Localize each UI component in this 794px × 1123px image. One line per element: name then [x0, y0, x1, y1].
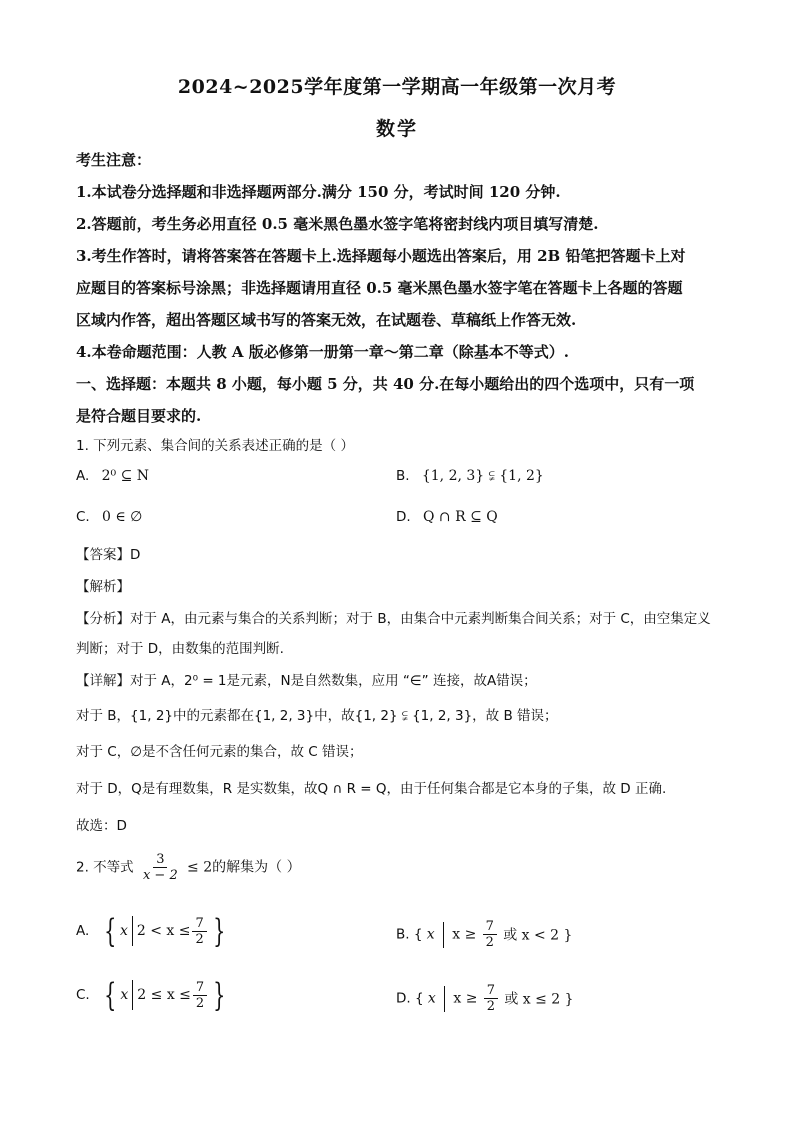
set-condition-post: 或 x < 2 } — [503, 927, 573, 944]
set-fraction — [484, 983, 498, 1014]
answer-tag: 【答案】 — [76, 547, 130, 563]
q1-xiangjie-line-3: 对于 C，∅是不含任何元素的集合，故 C 错误； — [76, 744, 363, 760]
q1-fenxi-line-2: 判断；对于 D，由数集的范围判断. — [76, 641, 284, 657]
set-builder — [100, 976, 230, 1014]
option-math: 0 ∈ ∅ — [102, 509, 143, 525]
q1-xiangjie-line-4: 对于 D，Q是有理数集，R 是实数集，故Q ∩ R = Q，由于任何集合都是它本身的子集，故 D 正确. — [76, 781, 667, 797]
notice-item-2: 2.答题前，考生务必用直径 0.5 毫米黑色墨水签字笔将密封线内项目填写清楚. — [76, 215, 599, 233]
q1-option-c — [76, 509, 142, 525]
question-2-stem — [76, 852, 301, 883]
q1-xiangjie-line-2: 对于 B，{1, 2}中的元素都在{1, 2, 3}中，故{1, 2} ⫋ {1, 2, 3}，故 B 错误； — [76, 708, 558, 724]
set-bar — [132, 980, 133, 1010]
notice-item-3-cont-2: 区域内作答，超出答题区域书写的答案无效，在试题卷、草稿纸上作答无效. — [76, 311, 577, 329]
question-1-stem: 1. 下列元素、集合间的关系表述正确的是（ ） — [76, 438, 354, 454]
option-label: A. — [76, 923, 90, 939]
right-brace: } — [213, 976, 226, 1014]
exam-title: 2024~2025学年度第一学期高一年级第一次月考 — [177, 76, 617, 98]
q1-analysis-tag: 【解析】 — [76, 579, 130, 595]
option-label: D. — [396, 509, 411, 525]
fraction-denominator: 2 — [195, 995, 205, 1011]
set-condition: 2 < x ≤ — [136, 923, 191, 939]
q2-option-a — [76, 912, 229, 950]
fraction-numerator: 7 — [192, 916, 206, 932]
fraction-denominator: x − 2 — [142, 868, 178, 883]
fraction-denominator: 2 — [195, 931, 204, 947]
option-label: D. { — [396, 990, 424, 1007]
q2-option-c — [76, 976, 230, 1014]
option-label: C. — [76, 987, 90, 1003]
set-condition-post: 或 x ≤ 2 } — [504, 991, 574, 1008]
option-label: C. — [76, 509, 90, 525]
notice-heading: 考生注意： — [76, 151, 152, 169]
notice-item-3-cont-1: 应题目的答案标号涂黑；非选择题请用直径 0.5 毫米黑色墨水签字笔在答题卡上各题的答题 — [76, 279, 683, 297]
set-fraction — [193, 980, 207, 1011]
left-brace: { — [103, 912, 116, 950]
fraction-numerator: 7 — [193, 980, 207, 996]
set-bar — [444, 986, 445, 1012]
fraction-numerator: 7 — [484, 983, 498, 999]
set-variable: x — [120, 987, 129, 1003]
option-math: {1, 2, 3} ⫋ {1, 2} — [421, 468, 544, 484]
set-builder — [100, 912, 230, 950]
fraction-numerator: 3 — [153, 852, 167, 868]
q1-fenxi-line-1 — [76, 609, 724, 629]
notice-item-3: 3.考生作答时，请将答案答在答题卡上.选择题每小题选出答案后，用 2B 铅笔把答题卡上对 — [76, 247, 686, 265]
q1-answer — [76, 545, 724, 565]
q1-choose: 故选：D — [76, 818, 127, 834]
set-condition: 2 ≤ x ≤ — [137, 987, 191, 1003]
fraction-numerator: 7 — [483, 919, 497, 935]
q2-option-d — [396, 983, 574, 1014]
q2-fraction — [140, 852, 181, 883]
answer-value: D — [130, 547, 141, 563]
left-brace: { — [104, 976, 117, 1014]
right-brace: } — [212, 912, 226, 950]
set-bar — [132, 916, 133, 946]
set-condition: x ≥ — [452, 926, 477, 943]
set-variable: x — [119, 923, 128, 939]
set-variable: x — [426, 926, 435, 943]
section-heading-line-2: 是符合题目要求的. — [76, 407, 202, 425]
fenxi-tag: 【分析】 — [76, 611, 130, 627]
option-label: A. — [76, 468, 90, 484]
fraction-denominator: 2 — [485, 935, 494, 950]
q2-option-b — [396, 919, 572, 950]
set-fraction — [483, 919, 497, 950]
q2-stem-post: ≤ 2的解集为（ ） — [187, 859, 301, 876]
notice-item-1: 1.本试卷分选择题和非选择题两部分.满分 150 分，考试时间 120 分钟. — [76, 183, 561, 201]
q2-stem-pre: 2. 不等式 — [76, 859, 134, 876]
notice-item-4: 4.本卷命题范围：人教 A 版必修第一册第一章～第二章（除基本不等式）. — [76, 343, 569, 361]
q1-option-b — [396, 468, 544, 484]
section-heading-line-1: 一、选择题：本题共 8 小题，每小题 5 分，共 40 分.在每小题给出的四个选项中，只有一项 — [76, 375, 695, 393]
q1-xiangjie-line-1 — [76, 671, 724, 691]
fraction-denominator: 2 — [486, 999, 496, 1014]
set-variable: x — [427, 990, 436, 1007]
xiangjie-text: 对于 A，2⁰ = 1是元素，N是自然数集，应用 “∈” 连接，故A错误； — [130, 673, 537, 689]
option-math: 2⁰ ⊆ N — [101, 468, 149, 484]
subject-title: 数学 — [375, 118, 418, 140]
option-math: Q ∩ R ⊆ Q — [422, 509, 498, 525]
set-bar — [443, 922, 444, 948]
q1-option-a — [76, 468, 149, 484]
option-label: B. { — [396, 926, 423, 943]
set-fraction — [192, 916, 206, 947]
xiangjie-tag: 【详解】 — [76, 673, 130, 689]
fenxi-text: 对于 A，由元素与集合的关系判断；对于 B，由集合中元素判断集合间关系；对于 C，由空集定义 — [130, 611, 711, 627]
option-label: B. — [396, 468, 410, 484]
q1-option-d — [396, 509, 498, 525]
set-condition: x ≥ — [453, 990, 478, 1007]
